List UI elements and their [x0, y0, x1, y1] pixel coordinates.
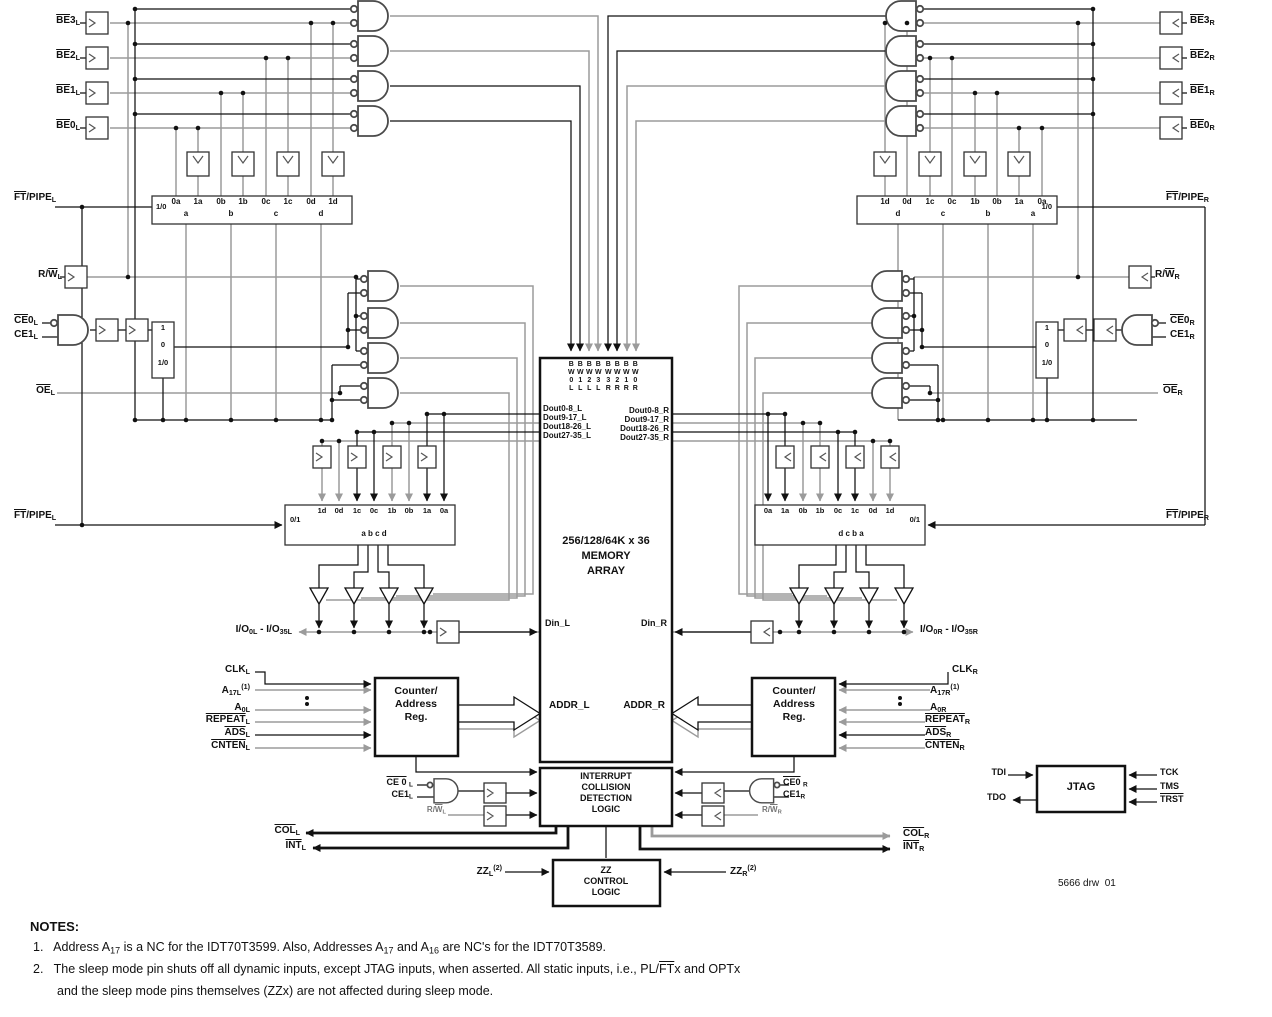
trst-label: TRST [1160, 794, 1184, 804]
cemux-l-select: 1/0 [157, 358, 169, 367]
zz-line2: CONTROL [583, 876, 629, 886]
rmux-in-0d: 0d [902, 197, 912, 206]
romux-in-1d: 1d [885, 506, 895, 515]
note-2: 2. The sleep mode pin shuts off all dynamic inputs, except JTAG inputs, when asserted. All static inputs, i.e., $PL/\overline{FT}x$ and OPTx [33, 962, 741, 976]
bw2r-pin: BW2R [613, 361, 621, 393]
be2r-label: $\overline{BE}2R$ [1190, 50, 1215, 62]
romux-select: 0/1 [909, 515, 920, 524]
tdi-label: TDI [991, 767, 1006, 777]
cemux-r-select: 1/0 [1041, 358, 1053, 367]
int-ce-gate-left [434, 779, 458, 803]
repeatr-label: REPEATR [925, 714, 971, 726]
lmux-in-1a: 1a [193, 197, 203, 206]
rmux-out-b: b [985, 209, 991, 218]
rmux-out-a: a [1030, 209, 1036, 218]
counter-l-line2: Address [394, 698, 438, 710]
lmux-select: 1/0 [156, 202, 167, 211]
interrupt-line1: INTERRUPT [580, 771, 632, 781]
lomux-outputs: a b c d [361, 529, 387, 538]
ce1r-label: CE1R [1170, 329, 1195, 341]
counter-l-line3: Reg. [404, 711, 428, 723]
cemux-r-0: 0 [1044, 340, 1050, 349]
lmux-in-0a: 0a [171, 197, 181, 206]
cemux-r-1: 1 [1044, 323, 1050, 332]
rmux-select: 1/0 [1041, 202, 1052, 211]
jtag-box [1037, 766, 1125, 812]
rmux-in-0b: 0b [992, 197, 1002, 206]
counter-r-line2: Address [772, 698, 816, 710]
be1l-label: $\overline{BE}1L$ [56, 85, 80, 97]
register-and-block-boxes [65, 12, 1182, 906]
interrupt-line4: LOGIC [591, 804, 621, 814]
lomux-in-1a: 1a [422, 506, 432, 515]
lomux-in-1d: 1d [317, 506, 327, 515]
colr-label: $\overline{COL}R$ [903, 828, 930, 840]
ce0l-label: $\overline{CE}0L$ [14, 315, 38, 327]
addr-r-label: ADDR_R [623, 700, 665, 711]
bw3l-pin: BW3L [594, 361, 602, 393]
clkr-label: CLKR [952, 664, 978, 676]
be3l-label: $\overline{BE}3L$ [56, 15, 80, 27]
lomux-in-0c: 0c [369, 506, 379, 515]
lmux-out-b: b [228, 209, 234, 218]
intl-label: $\overline{INT}L$ [285, 840, 306, 852]
counter-left-box [375, 678, 458, 756]
be0r-label: $\overline{BE}0R$ [1190, 120, 1215, 132]
dout3-r-label: Dout27-35_R [620, 433, 669, 442]
dout1-l-label: Dout9-17_L [543, 413, 587, 422]
rmux-in-1a: 1a [1014, 197, 1024, 206]
bw1l-pin: BW1L [576, 361, 584, 393]
be2l-label: $\overline{BE}2L$ [56, 50, 80, 62]
be3r-label: $\overline{BE}3R$ [1190, 15, 1215, 27]
lmux-in-1d: 1d [328, 197, 338, 206]
lmux-out-c: c [273, 209, 279, 218]
lmux-in-0b: 0b [216, 197, 226, 206]
oel-label: $\overline{OE}L$ [36, 385, 55, 397]
coll-label: $\overline{COL}L$ [274, 825, 300, 837]
tdo-label: TDO [987, 792, 1006, 802]
be0l-label: $\overline{BE}0L$ [56, 120, 80, 132]
memory-array-box [540, 358, 672, 762]
din-l-label: Din_L [545, 618, 571, 628]
tms-label: TMS [1160, 781, 1179, 791]
ce0r-int-label: CE0 R [783, 777, 808, 789]
lomux-in-1c: 1c [352, 506, 362, 515]
rwl-label: $R/\overline{W}L$ [38, 269, 62, 281]
note-1: 1. Address A17 is a NC for the IDT70T3599. Also, Addresses A17 and A16 are NC's for the IDT70T3589. [33, 940, 607, 956]
counter-r-line1: Counter/ [772, 685, 816, 697]
a17r-label: $A17R^{(1)}$ [930, 682, 960, 697]
repeatl-label: REPEATL [205, 714, 250, 726]
drawing-number: 5666 drw 01 [1058, 878, 1116, 889]
interrupt-logic-box [540, 768, 672, 826]
ce1l-label: CE1L [14, 329, 38, 341]
lomux-in-0d: 0d [334, 506, 344, 515]
romux-in-0d: 0d [868, 506, 878, 515]
oer-label: $\overline{OE}R$ [1163, 385, 1183, 397]
jtag-label: JTAG [1066, 781, 1096, 793]
rmux-in-0a: 0a [1037, 197, 1047, 206]
dout0-r-label: Dout0-8_R [628, 406, 669, 415]
romux-in-1b: 1b [815, 506, 825, 515]
bw2l-pin: BW2L [585, 361, 593, 393]
be1r-label: $\overline{BE}1R$ [1190, 85, 1215, 97]
ftpipel-top-label: $\overline{FT}$/PIPEL [14, 192, 57, 204]
note-2-cont: and the sleep mode pins themselves (ZZx) are not affected during sleep mode. [57, 984, 494, 998]
a17l-label: $A17L^{(1)}$ [221, 682, 250, 697]
ce1r-int-label: CE1R [783, 789, 806, 801]
ftpipel-bottom-label: $\overline{FT}$/PIPEL [14, 510, 57, 522]
dout0-l-label: Dout0-8_L [543, 404, 583, 413]
lmux-in-1b: 1b [238, 197, 248, 206]
cemux-l-1: 1 [160, 323, 166, 332]
rmux-in-0c: 0c [947, 197, 957, 206]
ce0r-label: $\overline{CE}0R$ [1170, 315, 1195, 327]
din-r-label: Din_R [640, 618, 667, 628]
rmux-in-1d: 1d [880, 197, 890, 206]
ce-gate-right [1122, 315, 1158, 345]
bw3r-pin: BW3R [604, 361, 612, 393]
bw0l-pin: BW0L [567, 361, 575, 393]
counter-right-box [752, 678, 835, 756]
memory-line2: MEMORY [581, 550, 631, 562]
zz-line3: LOGIC [591, 887, 621, 897]
ftpiper-bottom-label: $\overline{FT}$/PIPER [1166, 510, 1209, 522]
ce1l-int-label: CE1L [391, 789, 413, 801]
lmux-out-a: a [183, 209, 189, 218]
romux-in-0c: 0c [833, 506, 843, 515]
a0r-label: A0R [930, 702, 947, 714]
intr-label: $\overline{INT}R$ [903, 841, 925, 853]
zz-control-box [553, 860, 660, 906]
lomux-in-1b: 1b [387, 506, 397, 515]
lomux-in-0a: 0a [439, 506, 449, 515]
addr-l-label: ADDR_L [549, 700, 590, 711]
cntenl-label: CNTENL [211, 740, 250, 752]
rwl-int-label: $R/\overline{W}L$ [426, 805, 446, 816]
counter-l-line1: Counter/ [394, 685, 438, 697]
adsr-label: $\overline{ADS}R$ [925, 727, 952, 739]
rmux-in-1c: 1c [925, 197, 935, 206]
cntenr-label: CNTENR [925, 740, 965, 752]
cemux-l-0: 0 [160, 340, 166, 349]
io-r-label: I/O0R - I/O35R [920, 624, 978, 636]
lmux-in-0c: 0c [261, 197, 271, 206]
int-ce-gate-right [750, 779, 774, 803]
romux-in-1c: 1c [850, 506, 860, 515]
ftpiper-top-label: $\overline{FT}$/PIPER [1166, 192, 1209, 204]
dout1-r-label: Dout9-17_R [624, 415, 669, 424]
io-l-label: I/O0L - I/O35L [235, 624, 292, 636]
lomux-in-0b: 0b [404, 506, 414, 515]
lmux-in-1c: 1c [283, 197, 293, 206]
zzr-label: ZZR$^{(2)}$ [730, 863, 757, 878]
zz-line1: ZZ [600, 865, 612, 875]
memory-size: 256/128/64K x 36 [562, 535, 650, 547]
lmux-out-d: d [318, 209, 324, 218]
romux-outputs: d c b a [838, 529, 864, 538]
interrupt-line2: COLLISION [581, 782, 631, 792]
romux-in-0b: 0b [798, 506, 808, 515]
romux-in-1a: 1a [780, 506, 790, 515]
rmux-in-1b: 1b [970, 197, 980, 206]
dout2-r-label: Dout18-26_R [620, 424, 669, 433]
lmux-in-0d: 0d [306, 197, 316, 206]
ce-gate-left [51, 315, 88, 345]
rmux-out-c: c [940, 209, 946, 218]
interrupt-line3: DETECTION [579, 793, 633, 803]
rwr-label: $R/\overline{W}R$ [1155, 269, 1180, 281]
bw0r-pin: BW0R [631, 361, 639, 393]
adsl-label: $\overline{ADS}L$ [224, 727, 250, 739]
counter-r-line3: Reg. [782, 711, 806, 723]
a0l-label: A0L [234, 702, 250, 714]
notes-title: NOTES: [30, 919, 80, 934]
clkl-label: CLKL [225, 664, 250, 676]
dout2-l-label: Dout18-26_L [543, 422, 592, 431]
tck-label: TCK [1160, 767, 1179, 777]
lomux-select: 0/1 [290, 515, 301, 524]
romux-in-0a: 0a [763, 506, 773, 515]
bw1r-pin: BW1R [622, 361, 630, 393]
dout3-l-label: Dout27-35_L [543, 431, 592, 440]
zzl-label: ZZL$^{(2)}$ [476, 863, 502, 878]
rwr-int-label: $R/\overline{W}R$ [762, 805, 782, 816]
rmux-out-d: d [895, 209, 901, 218]
memory-line3: ARRAY [586, 565, 626, 577]
ce0l-int-label: CE 0 L [386, 777, 413, 789]
